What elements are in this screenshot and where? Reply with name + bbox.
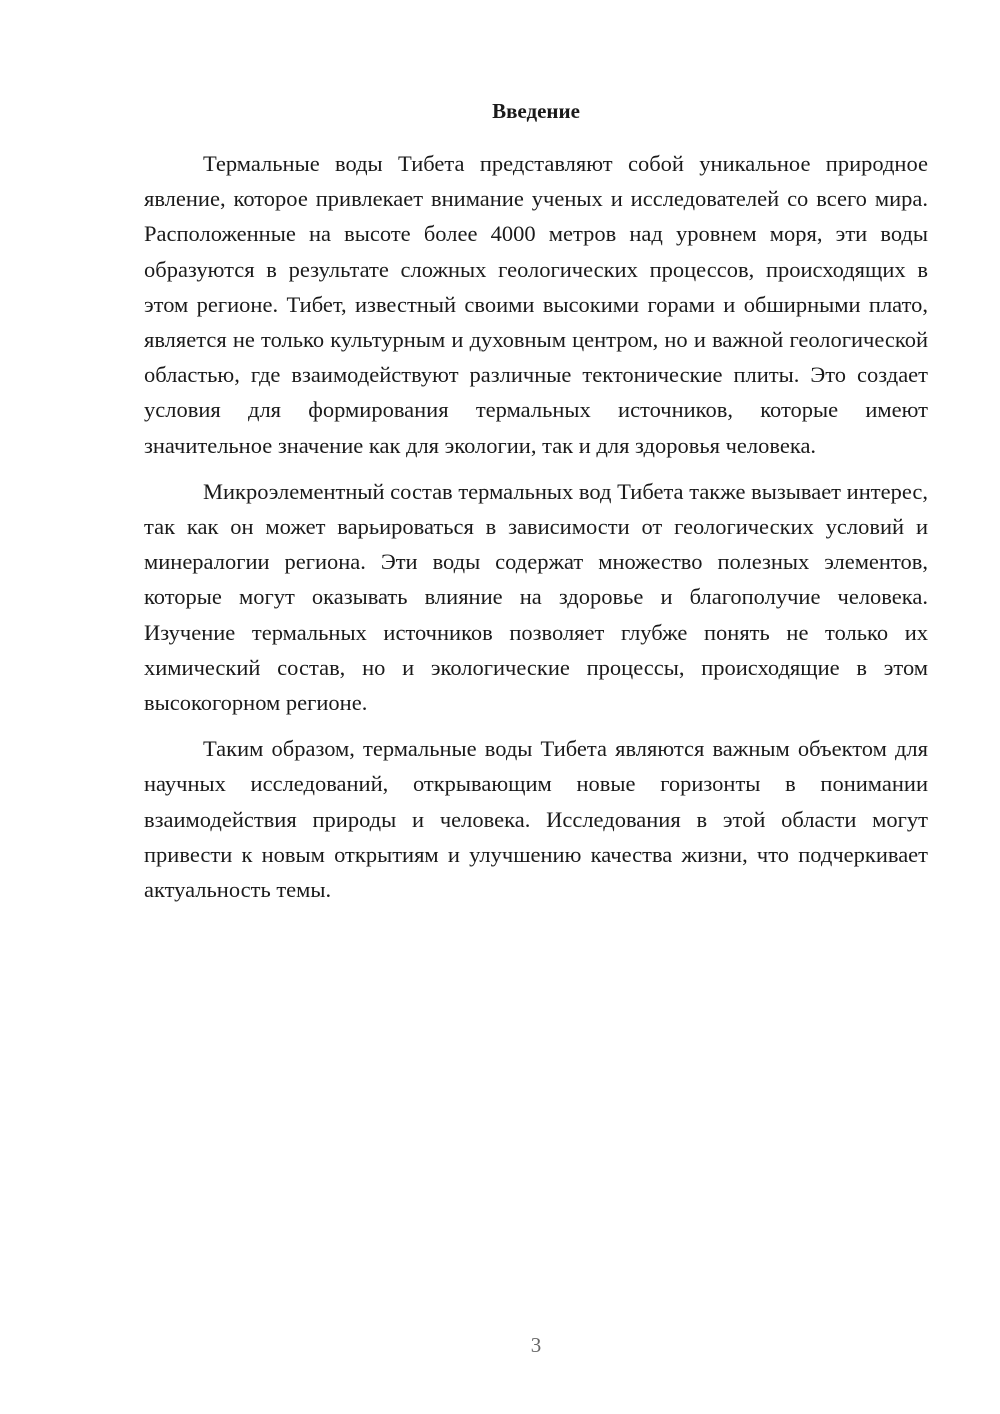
paragraph: Микроэлементный состав термальных вод Тибета также вызывает интерес, так как он может варьироваться в зависимости от геологических условий и минералогии региона. Эти воды содержат множество полезных элементов, которые могут оказывать влияние на здоровье и благополучие человека. Изучение термальных источников позволяет глубже понять не только их химический состав, но и экологические процессы, происходящие в этом высокогорном регионе. [144,478,928,716]
paragraph: Таким образом, термальные воды Тибета являются важным объектом для научных исследований, открывающим новые горизонты в понимании взаимодействия природы и человека. Исследования в этой области могут привести к новым открытиям и улучшению качества жизни, что подчеркивает актуальность темы. [144,736,928,903]
page-number: 3 [530,1333,542,1357]
section-heading: Введение [492,99,580,123]
paragraph: Термальные воды Тибета представляют собой уникальное природное явление, которое привлекает внимание ученых и исследователей со всего мира. Расположенные на высоте более 4000 метров над уровнем моря, эти воды образуются в результате сложных геологических процессов, происходящих в этом регионе. Тибет, известный своими высокими горами и обширными плато, является не только культурным и духовным центром, но и важной геологической областью, где взаимодействуют различные тектонические плиты. Это создает условия для формирования термальных источников, которые имеют значительное значение как для экологии, так и для здоровья человека. [144,151,928,458]
page-body [144,97,928,918]
